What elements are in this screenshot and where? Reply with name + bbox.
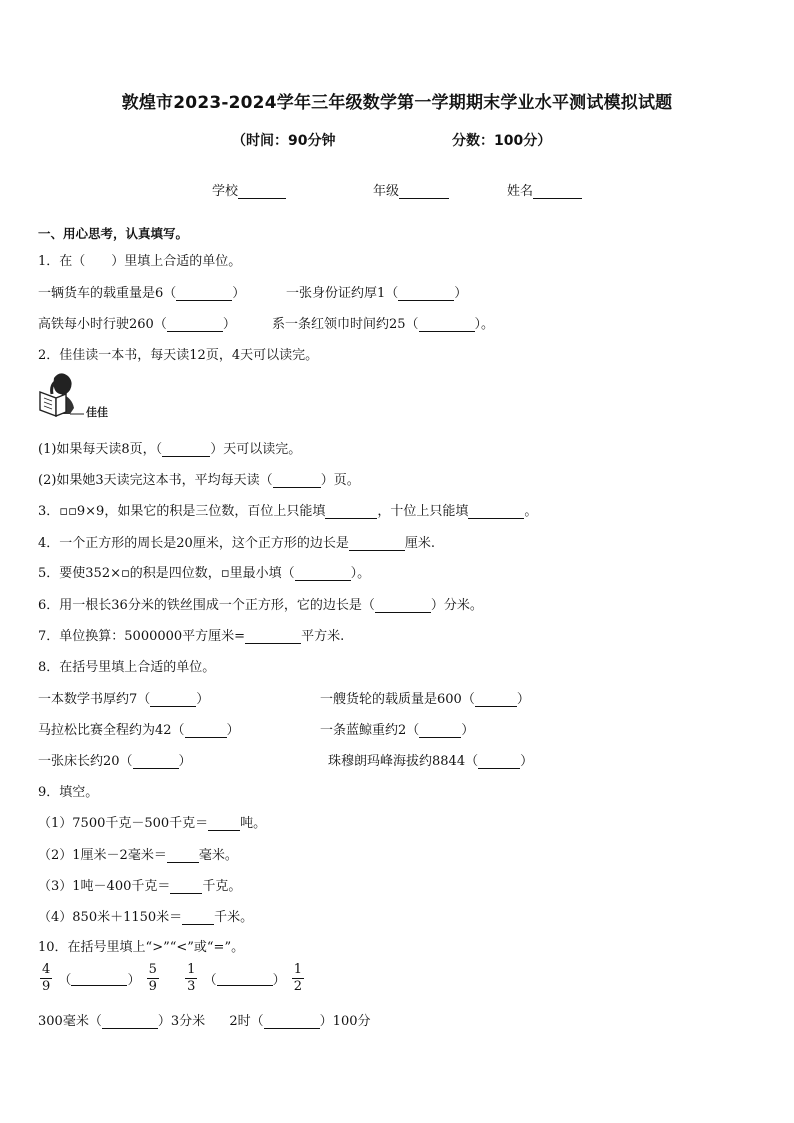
- school-field[interactable]: [212, 180, 286, 199]
- q10-r2-d: ）100分: [319, 1014, 371, 1029]
- q9-p3-text: （3）1吨－400千克＝: [38, 879, 171, 894]
- q10-r2-blank-1[interactable]: [102, 1014, 158, 1029]
- q1-c: 高铁每小时行驶260（: [38, 317, 167, 332]
- q9-p4-text: （4）850米＋1150米＝: [38, 910, 183, 925]
- fraction-1-2: [292, 962, 304, 995]
- q2-p1-text: (1)如果每天读8页，（: [38, 442, 163, 457]
- school-label: 学校: [212, 184, 239, 199]
- q1-d-close: ）。: [474, 317, 495, 332]
- q9-p1-tail: 吨。: [240, 816, 267, 831]
- q3-text: 3．▫▫9×9，如果它的积是三位数，百位上只能填: [38, 504, 326, 519]
- q9-p2: [38, 844, 238, 863]
- q9-p1: [38, 812, 266, 831]
- q10-r2-b: ）3分米: [157, 1014, 206, 1029]
- q1-a-blank[interactable]: [176, 286, 232, 301]
- q8-row2: [38, 719, 475, 738]
- fraction-4-9: [40, 962, 52, 995]
- q9-p1-text: （1）7500千克－500千克＝: [38, 816, 209, 831]
- q10-close-1: ）: [127, 973, 141, 988]
- frac-den: 3: [187, 979, 196, 994]
- q3-blank-2[interactable]: [468, 504, 524, 519]
- q1-a: 一辆货车的载重量是6（: [38, 286, 177, 301]
- q10-blank-2[interactable]: [217, 971, 273, 986]
- grade-field[interactable]: [373, 180, 449, 199]
- q8-d: 一条蓝鲸重约2（: [320, 723, 420, 738]
- q8-b-blank[interactable]: [475, 692, 517, 707]
- q5-blank[interactable]: [295, 566, 351, 581]
- q1-stem: 1．在（ ）里填上合适的单位。: [38, 254, 242, 269]
- q1-b-close: ）: [454, 286, 468, 301]
- q10-blank-1[interactable]: [71, 971, 127, 986]
- q4-text: 4．一个正方形的周长是20厘米，这个正方形的边长是: [38, 536, 349, 551]
- q4: [38, 532, 435, 551]
- section-heading: 一、用心思考，认真填写。: [38, 226, 189, 241]
- q8-e: 一张床长约20（: [38, 754, 133, 769]
- q9-stem: 9．填空。: [38, 785, 99, 800]
- q8-stem: 8．在括号里填上合适的单位。: [38, 660, 216, 675]
- grade-blank[interactable]: [399, 184, 449, 199]
- q8-a-close: ）: [196, 692, 210, 707]
- fraction-5-9: [147, 962, 159, 995]
- q8-a-blank[interactable]: [150, 692, 196, 707]
- q9-p3: [38, 875, 241, 894]
- q9-p3-blank[interactable]: [170, 879, 202, 894]
- q4-tail: 厘米.: [404, 536, 435, 551]
- q10-r2-c: 2时（: [229, 1014, 264, 1029]
- q8-d-blank[interactable]: [419, 723, 461, 738]
- q8-b: 一艘货轮的载质量是600（: [320, 692, 475, 707]
- q9-p2-text: （2）1厘米－2毫米＝: [38, 848, 167, 863]
- q9-p2-tail: 毫米。: [198, 848, 238, 863]
- frac-num: 1: [293, 962, 303, 977]
- reading-girl-icon: [36, 370, 116, 422]
- frac-den: 2: [293, 979, 303, 994]
- q2-p2-text: (2)如果她3天读完这本书，平均每天读（: [38, 473, 273, 488]
- reader-label: 佳佳: [86, 406, 108, 419]
- frac-den: 9: [42, 979, 51, 994]
- fraction-1-3: [185, 962, 197, 995]
- q2-stem: 2．佳佳读一本书，每天读12页，4天可以读完。: [38, 348, 319, 363]
- q8-e-blank[interactable]: [133, 754, 179, 769]
- q3-blank-1[interactable]: [325, 504, 377, 519]
- q2-p1-blank[interactable]: [162, 442, 210, 457]
- q1-c-blank[interactable]: [167, 317, 223, 332]
- q8-c-blank[interactable]: [185, 723, 227, 738]
- q10-row1: [38, 962, 306, 995]
- q2-p1: [38, 438, 301, 457]
- q9-p2-blank[interactable]: [167, 848, 199, 863]
- q9-p1-blank[interactable]: [208, 816, 240, 831]
- q10-open-2: （: [203, 973, 217, 988]
- q4-blank[interactable]: [349, 536, 405, 551]
- q3-end: 。: [524, 504, 538, 519]
- q6-text: 6．用一根长36分米的铁丝围成一个正方形，它的边长是（: [38, 598, 375, 613]
- page-title: 敦煌市2023-2024学年三年级数学第一学期期末学业水平测试模拟试题: [121, 93, 673, 113]
- q1-d-blank[interactable]: [419, 317, 475, 332]
- q9-p4-blank[interactable]: [182, 910, 214, 925]
- q8-f: 珠穆朗玛峰海拔约8844（: [328, 754, 479, 769]
- q8-a: 一本数学书厚约7（: [38, 692, 151, 707]
- name-label: 姓名: [507, 184, 534, 199]
- q2-p2-tail: ）页。: [320, 473, 360, 488]
- q8-f-blank[interactable]: [478, 754, 520, 769]
- q10-row2: [38, 1010, 371, 1029]
- q2-p1-tail: ）天可以读完。: [210, 442, 302, 457]
- frac-num: 4: [42, 962, 51, 977]
- q2-p2-blank[interactable]: [273, 473, 321, 488]
- q6-tail: ）分米。: [430, 598, 483, 613]
- q3-mid: ，十位上只能填: [377, 504, 469, 519]
- frac-num: 1: [187, 962, 196, 977]
- q8-row1: [38, 688, 530, 707]
- exam-time: （时间：90分钟: [232, 133, 336, 149]
- q1-c-close: ）: [222, 317, 236, 332]
- q8-c-close: ）: [226, 723, 240, 738]
- q10-r2-a: 300毫米（: [38, 1014, 102, 1029]
- q10-r2-blank-2[interactable]: [264, 1014, 320, 1029]
- q10-close-2: ）: [272, 973, 286, 988]
- frac-num: 5: [148, 962, 157, 977]
- q8-f-close: ）: [520, 754, 534, 769]
- q1-d: 系一条红领巾时间约25（: [272, 317, 419, 332]
- q5-text: 5．要使352×▫的积是四位数，▫里最小填（: [38, 566, 295, 581]
- q8-e-close: ）: [178, 754, 192, 769]
- q9-p4-tail: 千米。: [214, 910, 254, 925]
- q1-b-blank[interactable]: [398, 286, 454, 301]
- q10-open-1: （: [58, 973, 72, 988]
- frac-den: 9: [148, 979, 157, 994]
- q9-p4: [38, 906, 253, 925]
- q6: [38, 594, 483, 613]
- q3: [38, 500, 537, 519]
- school-blank[interactable]: [238, 184, 286, 199]
- q9-p3-tail: 千克。: [202, 879, 242, 894]
- q1-b: 一张身份证约厚1（: [286, 286, 399, 301]
- exam-score: 分数：100分）: [452, 133, 552, 149]
- q10-stem: 10．在括号里填上“>”“<”或“=”。: [38, 940, 245, 955]
- q5-tail: ）。: [350, 566, 371, 581]
- q1-a-close: ）: [232, 286, 246, 301]
- name-blank[interactable]: [533, 184, 582, 199]
- q8-d-close: ）: [461, 723, 475, 738]
- q8-row3: [38, 750, 534, 769]
- q7-blank[interactable]: [245, 629, 301, 644]
- q8-c: 马拉松比赛全程约为42（: [38, 723, 185, 738]
- q5: [38, 562, 370, 581]
- q6-blank[interactable]: [375, 598, 431, 613]
- name-field[interactable]: [507, 180, 582, 199]
- grade-label: 年级: [373, 184, 400, 199]
- q7: [38, 625, 344, 644]
- q1-row1: [38, 282, 468, 301]
- q8-b-close: ）: [516, 692, 530, 707]
- q1-row2: [38, 313, 495, 332]
- q2-p2: [38, 469, 360, 488]
- q7-text: 7．单位换算：5000000平方厘米=: [38, 629, 246, 644]
- q7-tail: 平方米.: [301, 629, 345, 644]
